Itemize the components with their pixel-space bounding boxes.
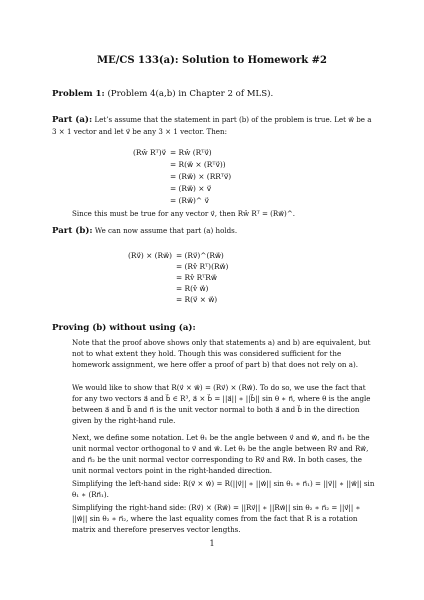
- part-a-eq-lhs: (Rŵ Rᵀ)v⃗: [132, 148, 166, 157]
- part-b-eq-line: = R(v⃗ × w⃗): [176, 295, 218, 304]
- problem-1-label: Problem 1:: [52, 89, 105, 99]
- part-b-intro: We can now assume that part (a) holds.: [94, 226, 238, 235]
- problem-1-note: (Problem 4(a,b) in Chapter 2 of MLS).: [107, 89, 274, 99]
- part-b-eq-line: = (Rv⃗)^(Rw⃗): [176, 251, 224, 260]
- part-a-conclusion: Since this must be true for any vector v⃗, then Rŵ Rᵀ = (Rw⃗)^.: [72, 209, 296, 218]
- page-title: ME/CS 133(a): Solution to Homework #2: [97, 55, 327, 66]
- part-b-eq-line: = R(v̂ w⃗): [176, 284, 209, 293]
- proof-paragraph: Simplifying the right-hand side: (Rv⃗) × (Rw⃗) = ||Rv⃗|| ∗ ||Rw⃗|| sin θ₂ ∗ n⃗₂ = ||v⃗|| ∗ ||w⃗|| sin θ₂ ∗ n⃗₂, where the last equality comes from the fact that R is a rotation matrix and therefore preserves vector lengths.: [72, 503, 361, 534]
- proof-paragraph: Note that the proof above shows only that statements a) and b) are equivalent, but not to what extent they hold. Though this was considered sufficient for the homework assignment, we here offer a proof of part b) that does not rely on a).: [72, 338, 371, 369]
- part-a-paragraph: [52, 114, 376, 137]
- part-b-eq-line: = (Rv̂ Rᵀ)(Rw⃗): [176, 262, 229, 271]
- part-a-eq-line: = R(w⃗ × (Rᵀv⃗)): [170, 160, 226, 169]
- part-a-eq-line: = (Rw⃗) × v⃗: [170, 184, 212, 193]
- part-b-equation: [112, 251, 332, 313]
- part-a-eq-line: = (Rw⃗) × (RRᵀv⃗): [170, 172, 232, 181]
- part-b-eq-line: = Rv̂ RᵀRw⃗: [176, 273, 217, 282]
- proving-b-heading: Proving (b) without using (a):: [52, 323, 196, 333]
- part-b-heading: [52, 226, 237, 236]
- problem-1-heading: [52, 89, 273, 99]
- part-a-intro: Let’s assume that the statement in part (b) of the problem is true. Let w⃗ be a 3 × 1 vector and let v⃗ be any 3 × 1 vector. Then:: [52, 115, 372, 136]
- part-a-eq-line: = Rŵ (Rᵀv⃗): [170, 148, 212, 157]
- page-number: 1: [209, 539, 215, 548]
- proof-paragraph: Simplifying the left-hand side: R(v⃗ × w⃗) = R(||v⃗|| ∗ ||w⃗|| sin θ₁ ∗ n⃗₁) = ||v⃗|| ∗ ||w⃗|| sin θ₁ ∗ (Rn⃗₁).: [72, 479, 375, 499]
- proof-paragraph: Next, we define some notation. Let θ₁ be the angle between v⃗ and w⃗, and n⃗₁ be the unit normal vector orthogonal to v⃗ and w⃗. Let θ₂ be the angle between Rv⃗ and Rw⃗, and n⃗₂ be the unit normal vector corresponding to Rv⃗ and Rw⃗. In both cases, the unit normal vectors point in the right-handed direction.: [72, 433, 370, 475]
- part-b-label: Part (b):: [52, 226, 93, 236]
- part-a-eq-line: = (Rw⃗)^ v⃗: [170, 196, 209, 205]
- part-b-eq-lhs: (Rv⃗) × (Rw⃗): [128, 251, 172, 260]
- proof-paragraph: We would like to show that R(v⃗ × w⃗) = (Rv⃗) × (Rw⃗). To do so, we use the fact that for any two vectors a⃗ and b⃗ ∈ R³, a⃗ × b⃗ = ||a⃗|| ∗ ||b⃗|| sin θ ∗ n⃗, where θ is the angle between a⃗ and b⃗ and n⃗ is the unit vector normal to both a⃗ and b⃗ in the direction given by the right-hand rule.: [72, 383, 371, 425]
- part-a-label: Part (a):: [52, 115, 93, 125]
